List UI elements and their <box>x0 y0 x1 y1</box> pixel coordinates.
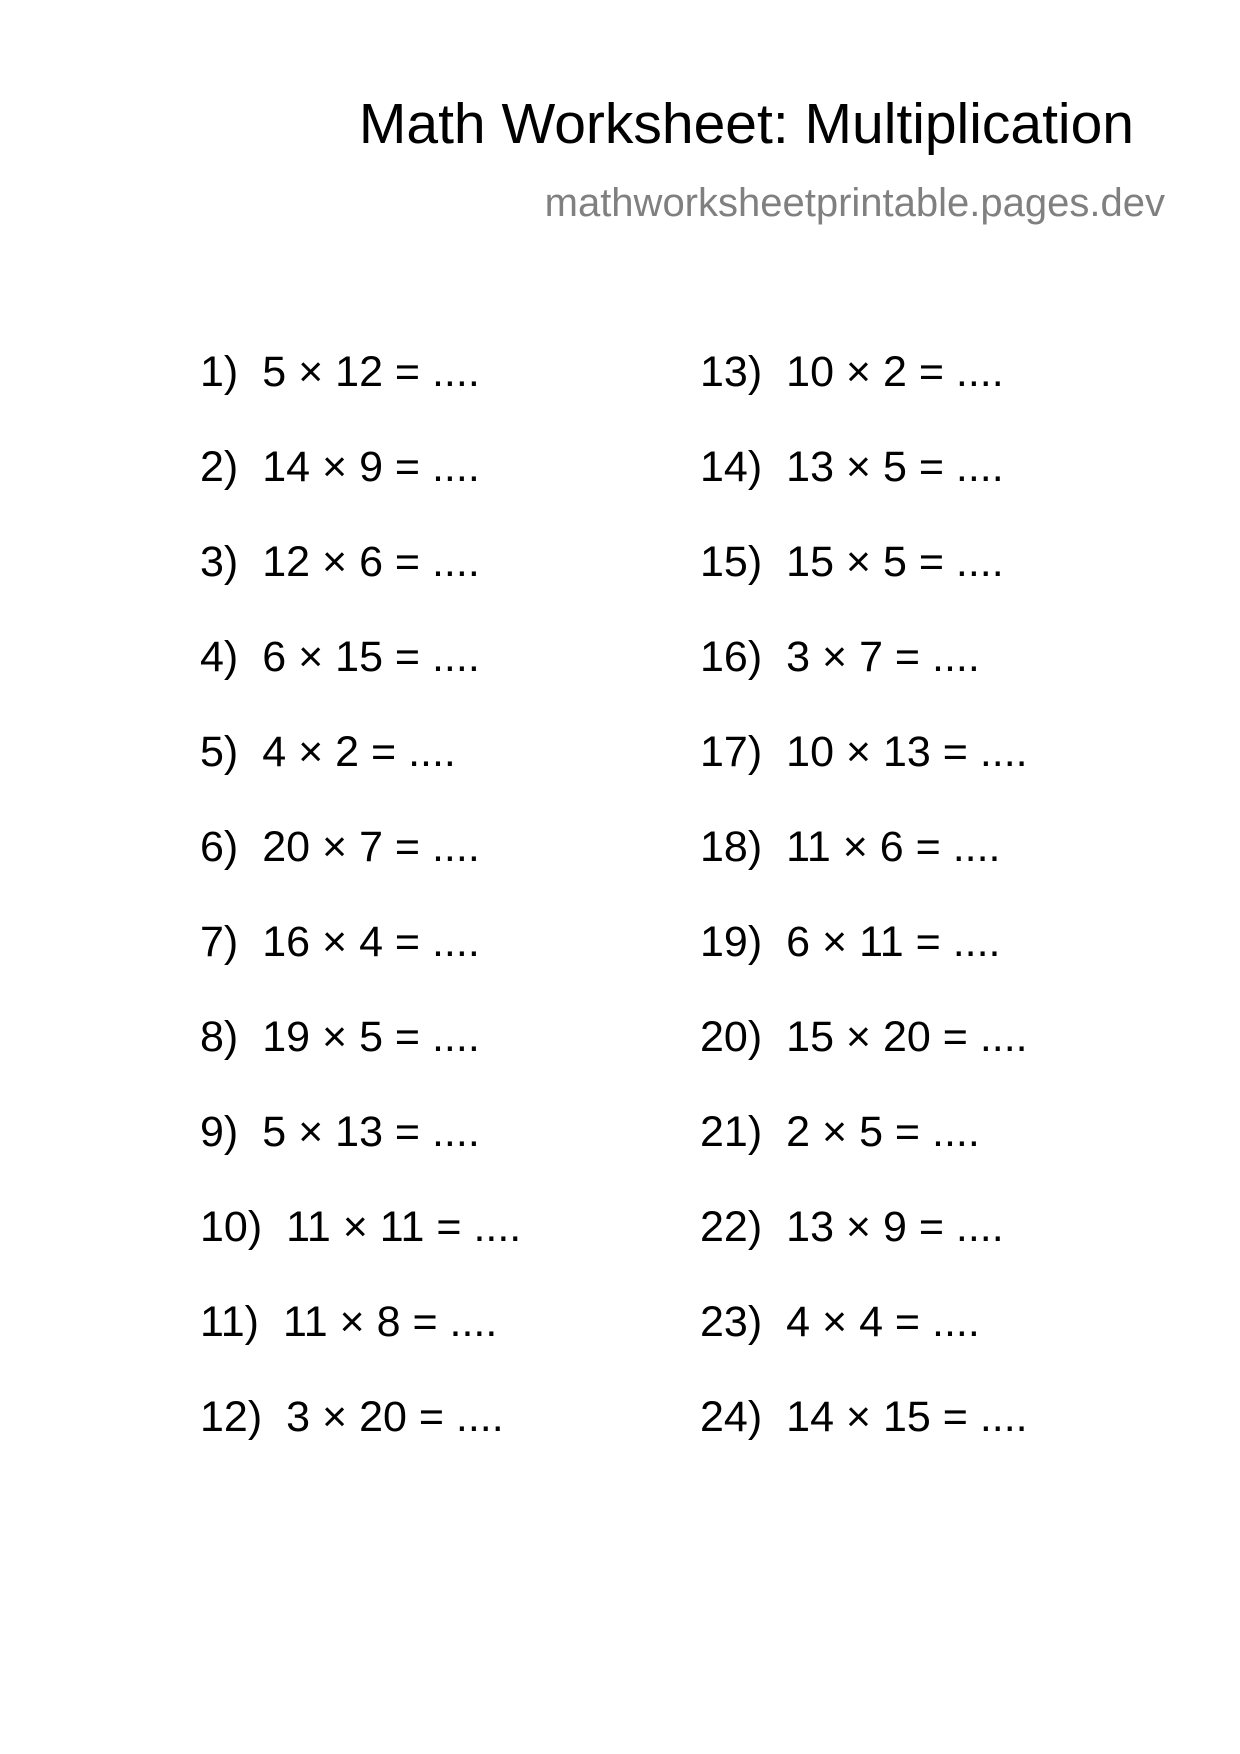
problem-item <box>200 1395 521 1490</box>
problem-expression: 3 × 7 = .... <box>786 633 980 681</box>
problem-expression: 12 × 6 = .... <box>262 538 480 586</box>
problem-expression: 10 × 2 = .... <box>786 348 1004 396</box>
problem-item <box>700 1205 1028 1300</box>
problem-item <box>700 635 1028 730</box>
problem-expression: 5 × 12 = .... <box>262 348 480 396</box>
problem-item <box>700 825 1028 920</box>
problem-item <box>700 1110 1028 1205</box>
problem-item <box>200 635 521 730</box>
problem-number: 18) <box>700 823 763 871</box>
problem-item <box>200 1205 521 1300</box>
page-title: Math Worksheet: Multiplication <box>358 92 1134 156</box>
problem-number: 12) <box>200 1393 263 1441</box>
problem-number: 24) <box>700 1393 763 1441</box>
website-url: mathworksheetprintable.pages.dev <box>544 181 1165 225</box>
problem-expression: 13 × 9 = .... <box>786 1203 1004 1251</box>
problem-expression: 2 × 5 = .... <box>786 1108 980 1156</box>
problem-expression: 4 × 4 = .... <box>786 1298 980 1346</box>
problem-expression: 14 × 15 = .... <box>786 1393 1028 1441</box>
problem-expression: 4 × 2 = .... <box>262 728 456 776</box>
problem-expression: 11 × 8 = .... <box>282 1298 498 1346</box>
problem-expression: 15 × 5 = .... <box>786 538 1004 586</box>
problem-number: 7) <box>200 918 239 966</box>
problem-item <box>700 1300 1028 1395</box>
problem-number: 15) <box>700 538 763 586</box>
problem-number: 5) <box>200 728 239 776</box>
problem-item <box>200 350 521 445</box>
problem-number: 14) <box>700 443 763 491</box>
problem-item <box>200 730 521 825</box>
worksheet-header <box>358 92 1165 225</box>
problem-number: 13) <box>700 348 763 396</box>
problem-expression: 16 × 4 = .... <box>262 918 480 966</box>
problem-expression: 14 × 9 = .... <box>262 443 480 491</box>
problem-number: 9) <box>200 1108 239 1156</box>
problem-number: 21) <box>700 1108 763 1156</box>
problem-number: 6) <box>200 823 239 871</box>
problem-number: 16) <box>700 633 763 681</box>
problem-number: 20) <box>700 1013 763 1061</box>
problem-expression: 10 × 13 = .... <box>786 728 1028 776</box>
problem-number: 17) <box>700 728 763 776</box>
problem-expression: 19 × 5 = .... <box>262 1013 480 1061</box>
problem-number: 3) <box>200 538 239 586</box>
problem-number: 22) <box>700 1203 763 1251</box>
problem-number: 23) <box>700 1298 763 1346</box>
problem-number: 8) <box>200 1013 239 1061</box>
problem-item <box>200 445 521 540</box>
problem-expression: 11 × 11 = .... <box>286 1203 522 1251</box>
problem-column-left <box>200 350 521 1490</box>
problem-number: 2) <box>200 443 239 491</box>
problem-item <box>700 540 1028 635</box>
problem-expression: 6 × 11 = .... <box>786 918 1001 966</box>
problem-number: 1) <box>200 348 239 396</box>
problem-number: 10) <box>200 1203 263 1251</box>
problem-item <box>200 920 521 1015</box>
problem-item <box>200 540 521 635</box>
problem-column-right <box>700 350 1028 1490</box>
problem-item <box>200 825 521 920</box>
problem-expression: 11 × 6 = .... <box>786 823 1001 871</box>
problem-item <box>700 1395 1028 1490</box>
problem-item <box>700 920 1028 1015</box>
problem-number: 11) <box>200 1298 259 1346</box>
problem-item <box>700 1015 1028 1110</box>
problem-item <box>700 445 1028 540</box>
problem-expression: 15 × 20 = .... <box>786 1013 1028 1061</box>
problem-item <box>700 730 1028 825</box>
problem-expression: 13 × 5 = .... <box>786 443 1004 491</box>
problem-item <box>200 1015 521 1110</box>
problem-expression: 6 × 15 = .... <box>262 633 480 681</box>
problem-number: 19) <box>700 918 763 966</box>
problem-item <box>200 1300 521 1395</box>
problem-expression: 3 × 20 = .... <box>286 1393 504 1441</box>
problem-number: 4) <box>200 633 239 681</box>
problem-item <box>200 1110 521 1205</box>
problem-expression: 5 × 13 = .... <box>262 1108 480 1156</box>
problem-expression: 20 × 7 = .... <box>262 823 480 871</box>
problem-item <box>700 350 1028 445</box>
